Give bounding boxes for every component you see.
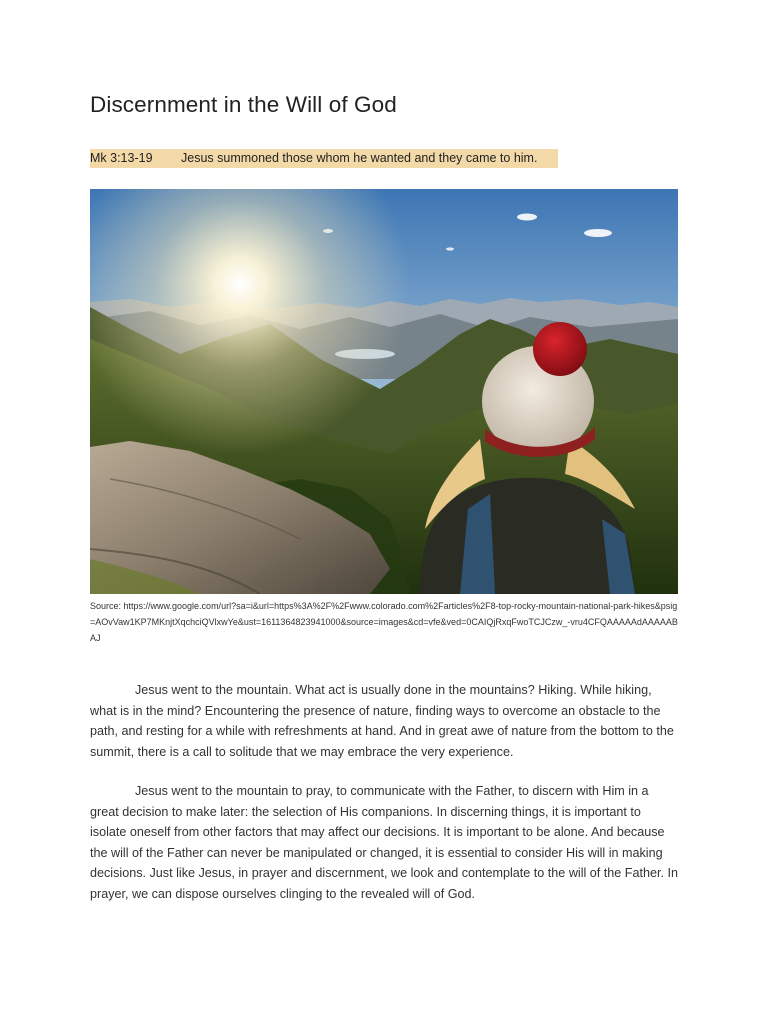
paragraph-2: Jesus went to the mountain to pray, to communicate with the Father, to discern with Him in a great decision to make later: the selection of His companions. In discerning things, it is important to isolate oneself from other factors that may affect our decisions. It is important to be alone. And because the will of the Father can never be manipulated or changed, it is essential to consider His will in making decisions. Just like Jesus, in prayer and discernment, we look and contemplate to the will of the Father. In prayer, we can dispose ourselves clinging to the revealed will of God.: [90, 784, 679, 901]
paragraph-1: Jesus went to the mountain. What act is usually done in the mountains? Hiking. While hiking, what is in the mind? Encountering the presence of nature, finding ways to overcome an obstacle to the path, and resting for a while with refreshments at hand. And in great awe of nature from the bottom to the summit, there is a call to solitude that we may embrace the very experience.: [90, 683, 674, 759]
scripture-highlight: [90, 149, 558, 168]
scripture-text: Jesus summoned those whom he wanted and they came to him.: [181, 151, 538, 165]
image-source-caption: Source: https://www.google.com/url?sa=i&url=https%3A%2F%2Fwww.colorado.com%2Farticles%2F8-top-rocky-mountain-national-park-hikes&psig=AOvVaw1KP7MKnjtXqchciQVlxwYe&ust=1611364823941000&source=images&cd=vfe&ved=0CAIQjRxqFwoTCJCzw_-vru4CFQAAAAAdAAAAABAJ: [90, 601, 678, 643]
page-title: Discernment in the Will of God: [90, 92, 397, 117]
mountain-photo-icon: [90, 189, 678, 594]
scripture-reference: Mk 3:13-19: [90, 151, 153, 165]
